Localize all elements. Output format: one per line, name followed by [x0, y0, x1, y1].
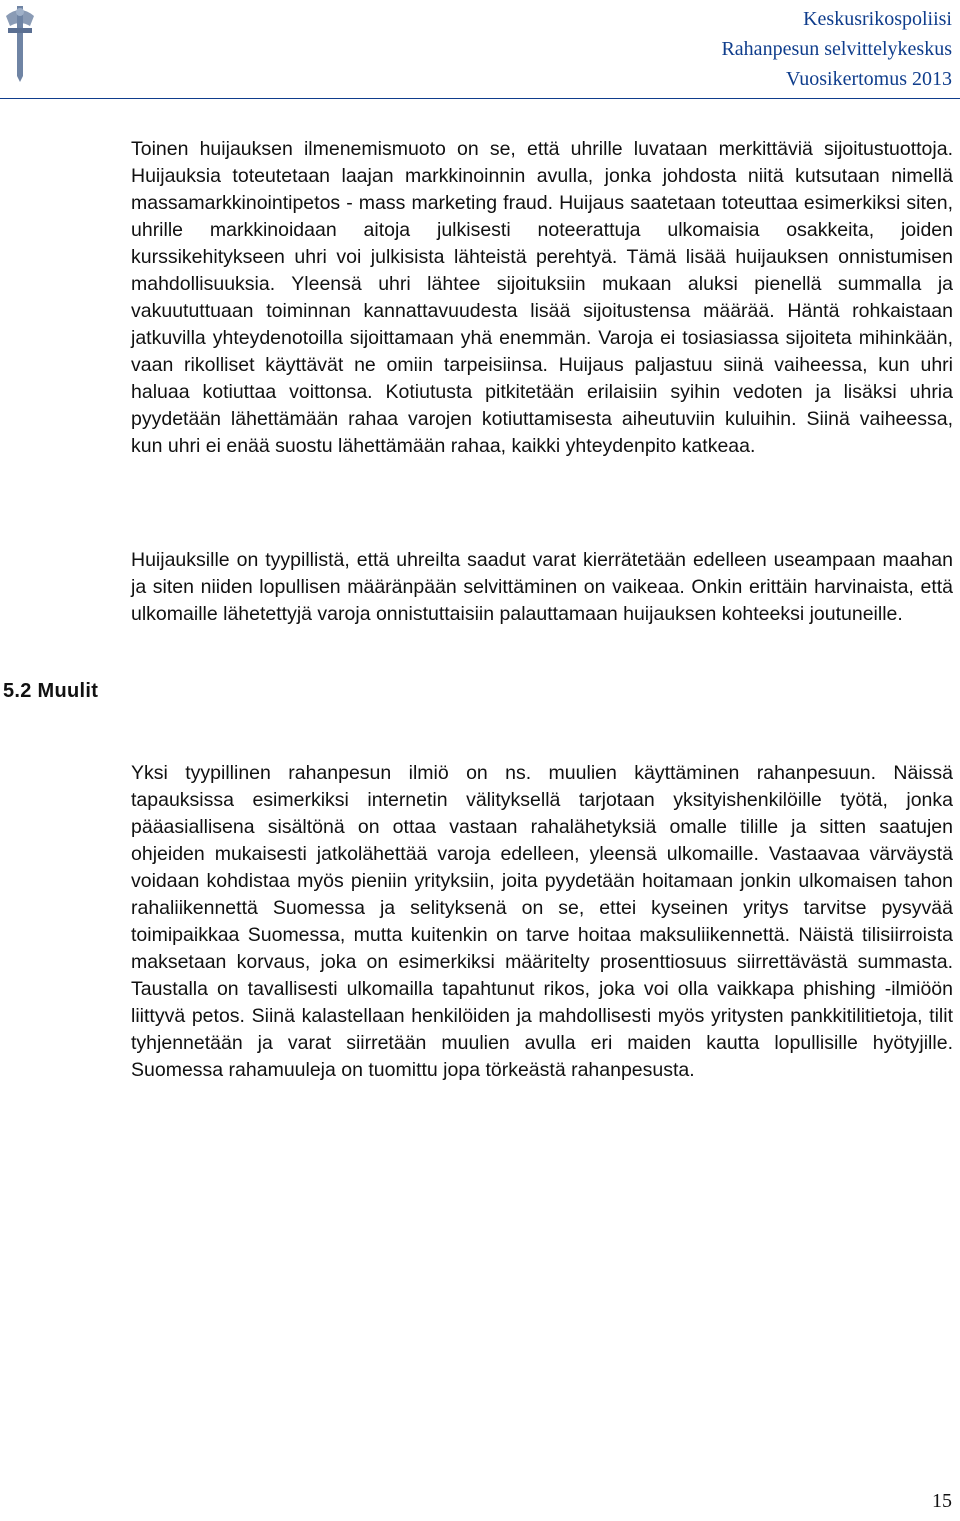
- header-report-title: Vuosikertomus 2013: [785, 68, 952, 90]
- police-sword-emblem-icon: [2, 2, 38, 82]
- paragraph-sijoitustuottohuijaus: Toinen huijauksen ilmenemismuoto on se, että uhrille luvataan merkittäviä sijoitustuottoja. Huijauksia toteutetaan laajan markkinoinnin avulla, jonka johdosta niitä kutsutaan nimellä massamarkkinointipetos - mass marketing fraud. Huijaus saatetaan toteuttaa esimerkiksi siten, uhrille markkinoidaan aitoja julkisesti noteerattuja ulkomaisia osakkeita, joiden kurssikehitykseen uhri voi julkisista lähteistä perehtyä. Tämä lisää huijauksen onnistumisen mahdollisuuksia. Yleensä uhri lähtee sijoituksiin mukaan aluksi pienellä summalla ja vakuututtuaan toiminnan kannattavuudesta lisää sijoitustensa määrää. Häntä rohkaistaan jatkuvilla yhteydenotoilla sijoittamaan yhä enemmän. Varoja ei tosiasiassa sijoiteta mihinkään, vaan rikolliset käyttävät ne omiin tarpeisiinsa. Huijaus paljastuu siinä vaiheessa, kun uhri haluaa kotiuttaa voittonsa. Kotiutusta pitkitetään erilaisiin syihin vedoten ja lisäksi uhria pyydetään lähettämään rahaa varojen kotiuttamisesta aiheutuviin kuluihin. Siinä vaiheessa, kun uhri ei enää suostu lähettämään rahaa, kaikki yhteydenpito katkeaa.: [131, 138, 953, 457]
- header-divider: [0, 98, 960, 99]
- document-header: [721, 4, 952, 94]
- page-number: 15: [932, 1490, 952, 1512]
- section-heading: 5.2 Muulit: [3, 680, 99, 702]
- header-unit: Rahanpesun selvittelykeskus: [721, 38, 952, 60]
- paragraph-varojen-kierratys: Huijauksille on tyypillistä, että uhreilta saadut varat kierrätetään edelleen useampaan maahan ja siten niiden lopullisen määränpään selvittäminen on vaikeaa. Onkin erittäin harvinaista, että ulkomaille lähetettyjä varoja onnistuttaisiin palauttamaan huijauksen kohteeksi joutuneille.: [131, 549, 953, 625]
- header-organization: Keskusrikospoliisi: [803, 8, 952, 30]
- paragraph-muulit: Yksi tyypillinen rahanpesun ilmiö on ns. muulien käyttäminen rahanpesuun. Näissä tapauksissa esimerkiksi internetin välityksellä tarjotaan yksityishenkilöille työtä, jonka pääasiallisena sisältönä on ottaa vastaan rahalähetyksiä omalle tilille ja sitten saatujen ohjeiden mukaisesti jatkolähettää varoja edelleen, yleensä ulkomaille. Vastaavaa värväystä voidaan kohdistaa myös pieniin yrityksiin, joita pyydetään hoitamaan jonkin ulkomaisen tahon rahaliikennettä Suomessa ja selityksenä on se, ettei kyseinen yritys tarvitse pysyvää toimipaikkaa Suomessa, mutta kuitenkin on tarve hoitaa maksuliikennettä. Näistä tilisiirroista maksetaan korvaus, joka on esimerkiksi määritelty prosenttiosuus siirrettävästä summasta. Taustalla on tavallisesti ulkomailla tapahtunut rikos, joka voi olla vaikkapa phishing -ilmiöön liittyvä petos. Siinä kalastellaan henkilöiden ja mahdollisesti myös yritysten pankkitilitietoja, tilit tyhjennetään ja varat siirretään muulien avulla eri maiden kautta lopullisille hyötyjille. Suomessa rahamuuleja on tuomittu jopa törkeästä rahanpesusta.: [131, 762, 953, 1081]
